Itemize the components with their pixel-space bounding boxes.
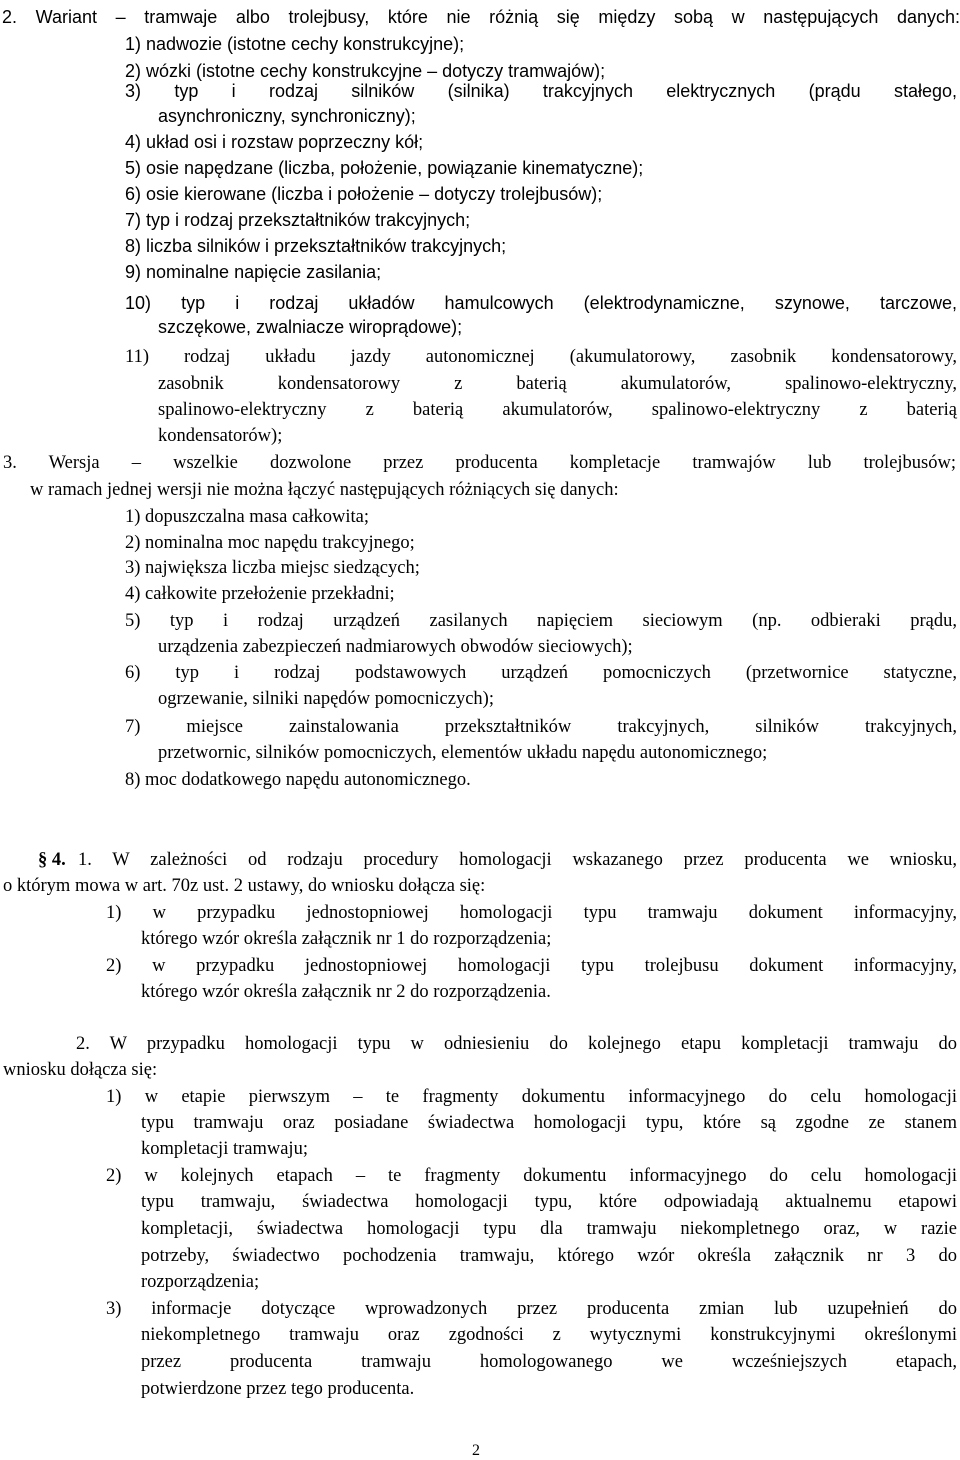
list-item: 11) rodzaj układu jazdy autonomicznej (akumulatorowy, zasobnik kondensatorowy, (125, 347, 957, 367)
section-3-heading: 3. Wersja – wszelkie dozwolone przez producenta kompletacje tramwajów lub trolejbusów; (3, 453, 956, 473)
list-item-continuation: potwierdzone przez tego producenta. (141, 1379, 415, 1399)
list-item: 10) typ i rodzaj układów hamulcowych (elektrodynamiczne, szynowe, tarczowe, (125, 293, 957, 313)
list-item: 2) wózki (istotne cechy konstrukcyjne – dotyczy tramwajów); (125, 61, 606, 81)
list-item: 3) informacje dotyczące wprowadzonych przez producenta zmian lub uzupełnień do (106, 1299, 957, 1319)
list-item: 6) osie kierowane (liczba i położenie – dotyczy trolejbusów); (125, 184, 603, 204)
list-item: 3) największa liczba miejsc siedzących; (125, 558, 420, 578)
paragraph-label: § 4. (38, 850, 66, 870)
list-item-continuation: ogrzewanie, silniki napędów pomocniczych); (158, 689, 494, 709)
list-item: 2) nominalna moc napędu trakcyjnego; (125, 533, 415, 553)
list-item: 5) osie napędzane (liczba, położenie, powiązanie kinematyczne); (125, 158, 644, 178)
list-item: 4) układ osi i rozstaw poprzeczny kół; (125, 132, 424, 152)
list-item-continuation: szczękowe, zwalniacze wiroprądowe); (158, 317, 463, 337)
list-item: 8) moc dodatkowego napędu autonomicznego. (125, 770, 471, 790)
list-item-continuation: potrzeby, świadectwo pochodzenia tramwaju, którego wzór określa załącznik nr 3 do (141, 1246, 957, 1266)
list-item-continuation: zasobnik kondensatorowy z baterią akumulatorów, spalinowo-elektryczny, (158, 374, 957, 394)
list-item-continuation: niekompletnego tramwaju oraz zgodności z wytycznymi konstrukcyjnymi określonymi (141, 1325, 957, 1345)
list-item: 4) całkowite przełożenie przekładni; (125, 584, 395, 604)
paragraph-text-continuation: o którym mowa w art. 70z ust. 2 ustawy, do wniosku dołącza się: (3, 876, 486, 896)
list-item-continuation: którego wzór określa załącznik nr 2 do rozporządzenia. (141, 982, 551, 1002)
paragraph-text: 2. W przypadku homologacji typu w odniesieniu do kolejnego etapu kompletacji tramwaju do (76, 1034, 957, 1054)
list-item-continuation: kondensatorów); (158, 426, 283, 446)
list-item: 1) w etapie pierwszym – te fragmenty dokumentu informacyjnego do celu homologacji (106, 1087, 957, 1107)
section-3-heading-continuation: w ramach jednej wersji nie można łączyć następujących różniących się danych: (30, 480, 619, 500)
list-item: 7) miejsce zainstalowania przekształtników trakcyjnych, silników trakcyjnych, (125, 717, 957, 737)
list-item-continuation: urządzenia zabezpieczeń nadmiarowych obwodów sieciowych); (158, 637, 633, 657)
list-item-continuation: typu tramwaju oraz posiadane świadectwa homologacji typu, które są zgodne ze stanem (141, 1113, 957, 1133)
list-item: 1) w przypadku jednostopniowej homologacji typu tramwaju dokument informacyjny, (106, 903, 957, 923)
list-item: 7) typ i rodzaj przekształtników trakcyjnych; (125, 210, 471, 230)
page-number: 2 (472, 1442, 480, 1459)
paragraph-text-continuation: wniosku dołącza się: (3, 1060, 158, 1080)
paragraph-text: 1. W zależności od rodzaju procedury homologacji wskazanego przez producenta we wniosku, (78, 850, 957, 870)
list-item: 9) nominalne napięcie zasilania; (125, 262, 382, 282)
list-item-continuation: kompletacji tramwaju; (141, 1139, 308, 1159)
list-item-continuation: którego wzór określa załącznik nr 1 do rozporządzenia; (141, 929, 552, 949)
list-item: 2) w kolejnych etapach – te fragmenty dokumentu informacyjnego do celu homologacji (106, 1166, 957, 1186)
list-item: 8) liczba silników i przekształtników trakcyjnych; (125, 236, 507, 256)
list-item-continuation: asynchroniczny, synchroniczny); (158, 106, 416, 126)
list-item: 6) typ i rodzaj podstawowych urządzeń pomocniczych (przetwornice statyczne, (125, 663, 957, 683)
list-item-continuation: rozporządzenia; (141, 1272, 260, 1292)
list-item: 2) w przypadku jednostopniowej homologacji typu trolejbusu dokument informacyjny, (106, 956, 957, 976)
list-item-continuation: kompletacji, świadectwa homologacji typu dla tramwaju niekompletnego oraz, w razie (141, 1219, 957, 1239)
list-item: 3) typ i rodzaj silników (silnika) trakcyjnych elektrycznych (prądu stałego, (125, 81, 957, 101)
list-item-continuation: typu tramwaju, świadectwa homologacji typu, które odpowiadają aktualnemu etapowi (141, 1192, 957, 1212)
list-item: 1) nadwozie (istotne cechy konstrukcyjne); (125, 34, 465, 54)
section-2-heading: 2. Wariant – tramwaje albo trolejbusy, które nie różnią się między sobą w następujących danych: (2, 7, 960, 27)
list-item-continuation: spalinowo-elektryczny z baterią akumulatorów, spalinowo-elektryczny z baterią (158, 400, 957, 420)
list-item: 1) dopuszczalna masa całkowita; (125, 507, 369, 527)
list-item: 5) typ i rodzaj urządzeń zasilanych napięciem sieciowym (np. odbieraki prądu, (125, 611, 957, 631)
list-item-continuation: przetwornic, silników pomocniczych, elementów układu napędu autonomicznego; (158, 743, 768, 763)
list-item-continuation: przez producenta tramwaju homologowanego we wcześniejszych etapach, (141, 1352, 957, 1372)
